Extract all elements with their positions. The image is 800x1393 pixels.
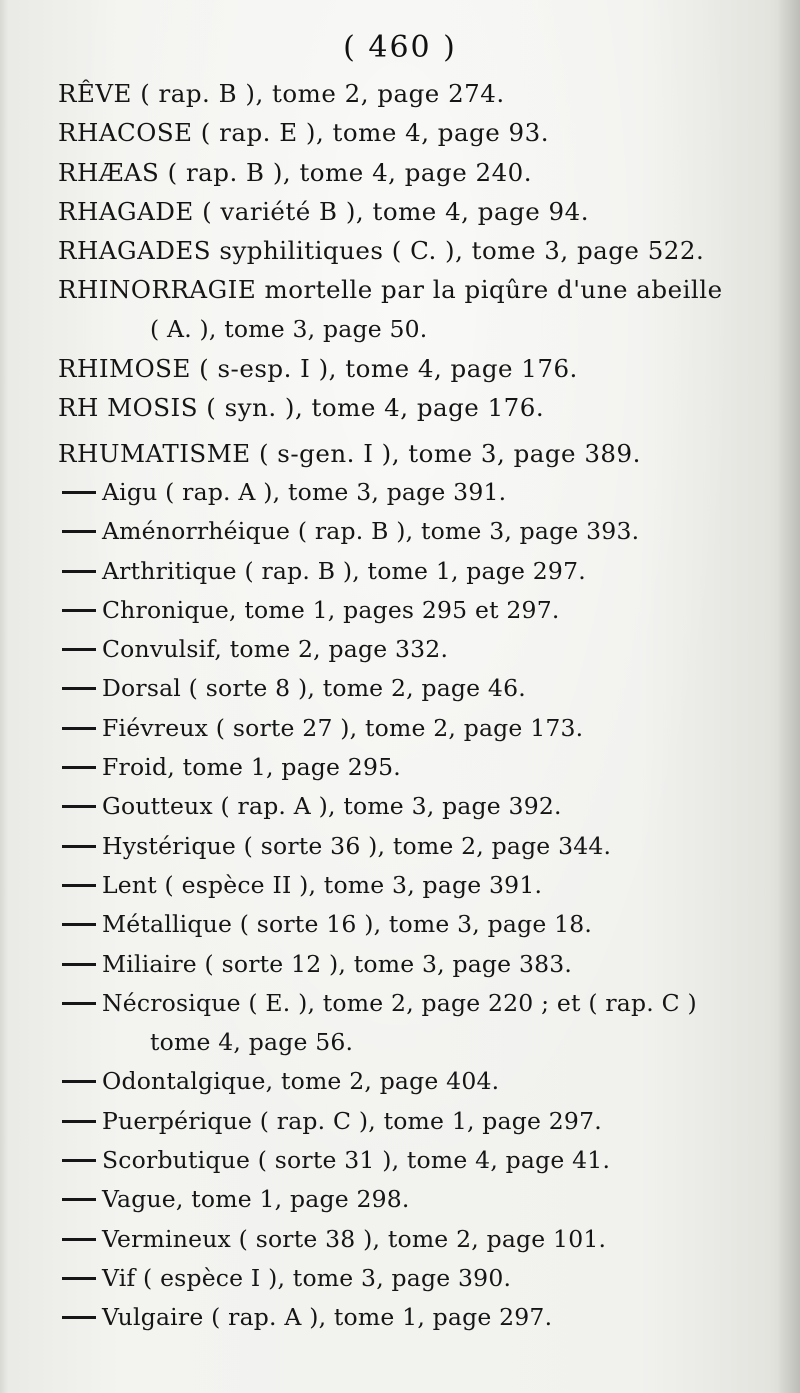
index-entry-subentry xyxy=(58,905,788,944)
index-entry-subentry xyxy=(58,827,788,866)
index-entry-heading xyxy=(58,231,788,270)
index-entry-subentry xyxy=(58,984,788,1023)
entry-text: RHÆAS ( rap. B ), tome 4, page 240. xyxy=(58,157,533,187)
em-dash-mark xyxy=(62,1277,96,1280)
index-entry-subentry xyxy=(58,473,788,512)
em-dash-mark xyxy=(62,491,96,494)
entry-text: tome 4, page 56. xyxy=(150,1028,354,1057)
em-dash-mark xyxy=(62,963,96,966)
em-dash-mark xyxy=(62,1198,96,1201)
index-entry-subentry xyxy=(58,709,788,748)
entry-text: RHAGADES syphilitiques ( C. ), tome 3, page 522. xyxy=(58,236,705,266)
index-entry-subentry xyxy=(58,1180,788,1219)
em-dash-mark xyxy=(62,530,96,533)
index-entry-subentry xyxy=(58,866,788,905)
index-entry-heading xyxy=(58,113,788,152)
index-entry-heading xyxy=(58,192,788,231)
em-dash-mark xyxy=(62,570,96,573)
entry-text: Arthritique ( rap. B ), tome 1, page 297. xyxy=(102,556,586,585)
page-number: ( 460 ) xyxy=(343,30,457,65)
index-entry-subentry xyxy=(58,552,788,591)
index-entry-heading xyxy=(58,349,788,388)
entry-text: Vague, tome 1, page 298. xyxy=(102,1185,410,1214)
em-dash-mark xyxy=(62,884,96,887)
entry-text: Vermineux ( sorte 38 ), tome 2, page 101. xyxy=(102,1224,607,1253)
em-dash-mark xyxy=(62,845,96,848)
entry-text: RHIMOSE ( s-esp. I ), tome 4, page 176. xyxy=(58,354,578,384)
entry-text: Hystérique ( sorte 36 ), tome 2, page 344. xyxy=(102,831,612,860)
index-entry-subentry xyxy=(58,748,788,787)
entry-text: Goutteux ( rap. A ), tome 3, page 392. xyxy=(102,792,562,821)
entry-text: Odontalgique, tome 2, page 404. xyxy=(102,1067,500,1096)
entry-text: RH MOSIS ( syn. ), tome 4, page 176. xyxy=(58,393,545,423)
entry-text: ( A. ), tome 3, page 50. xyxy=(150,314,428,343)
index-entry-heading xyxy=(58,388,788,427)
em-dash-mark xyxy=(62,766,96,769)
entry-text: Froid, tome 1, page 295. xyxy=(102,753,401,782)
entry-text: Dorsal ( sorte 8 ), tome 2, page 46. xyxy=(102,674,526,703)
entry-text: Vif ( espèce I ), tome 3, page 390. xyxy=(102,1263,512,1292)
em-dash-mark xyxy=(62,1002,96,1005)
index-entry-heading xyxy=(58,153,788,192)
index-entry-heading xyxy=(58,270,788,309)
entry-text: Nécrosique ( E. ), tome 2, page 220 ; et ( rap. C ) xyxy=(102,988,697,1017)
entry-text: Fiévreux ( sorte 27 ), tome 2, page 173. xyxy=(102,713,584,742)
em-dash-mark xyxy=(62,1120,96,1123)
em-dash-mark xyxy=(62,687,96,690)
entry-text: Aigu ( rap. A ), tome 3, page 391. xyxy=(102,477,507,506)
em-dash-mark xyxy=(62,923,96,926)
entry-text: RHUMATISME ( s-gen. I ), tome 3, page 389. xyxy=(58,438,641,468)
index-entry-subentry xyxy=(58,1220,788,1259)
em-dash-mark xyxy=(62,1316,96,1319)
em-dash-mark xyxy=(62,1238,96,1241)
entry-text: RÊVE ( rap. B ), tome 2, page 274. xyxy=(58,79,505,108)
page-left-shadow xyxy=(0,0,8,1393)
em-dash-mark xyxy=(62,727,96,730)
entry-text: Chronique, tome 1, pages 295 et 297. xyxy=(102,595,560,624)
entry-text: Aménorrhéique ( rap. B ), tome 3, page 393. xyxy=(102,517,640,546)
index-entry-continuation xyxy=(58,310,788,349)
entry-text: Puerpérique ( rap. C ), tome 1, page 297. xyxy=(102,1106,602,1135)
index-entry-subentry xyxy=(58,1141,788,1180)
index-entry-subentry xyxy=(58,512,788,551)
index-entry-subentry xyxy=(58,1062,788,1101)
em-dash-mark xyxy=(62,1080,96,1083)
index-entry-continuation xyxy=(58,1023,788,1062)
index-entry-subentry xyxy=(58,787,788,826)
entry-text: Convulsif, tome 2, page 332. xyxy=(102,635,449,664)
em-dash-mark xyxy=(62,609,96,612)
index-entry-heading xyxy=(58,74,788,113)
index-entry-subentry xyxy=(58,1298,788,1337)
index-entry-subentry xyxy=(58,630,788,669)
em-dash-mark xyxy=(62,805,96,808)
index-entry-heading xyxy=(58,434,788,473)
entry-text: Scorbutique ( sorte 31 ), tome 4, page 41. xyxy=(102,1146,611,1175)
index-entry-subentry xyxy=(58,945,788,984)
index-entry-list xyxy=(58,74,788,1338)
entry-text: RHINORRAGIE mortelle par la piqûre d'une abeille xyxy=(58,275,723,305)
entry-text: Métallique ( sorte 16 ), tome 3, page 18. xyxy=(102,910,593,939)
entry-text: RHAGADE ( variété B ), tome 4, page 94. xyxy=(58,196,589,226)
entry-text: Lent ( espèce II ), tome 3, page 391. xyxy=(102,870,543,899)
index-entry-subentry xyxy=(58,1259,788,1298)
index-entry-subentry xyxy=(58,591,788,630)
index-entry-subentry xyxy=(58,669,788,708)
em-dash-mark xyxy=(62,1159,96,1162)
entry-text: RHACOSE ( rap. E ), tome 4, page 93. xyxy=(58,118,550,148)
index-entry-subentry xyxy=(58,1102,788,1141)
em-dash-mark xyxy=(62,648,96,651)
entry-text: Vulgaire ( rap. A ), tome 1, page 297. xyxy=(102,1303,553,1332)
entry-text: Miliaire ( sorte 12 ), tome 3, page 383. xyxy=(102,949,573,978)
